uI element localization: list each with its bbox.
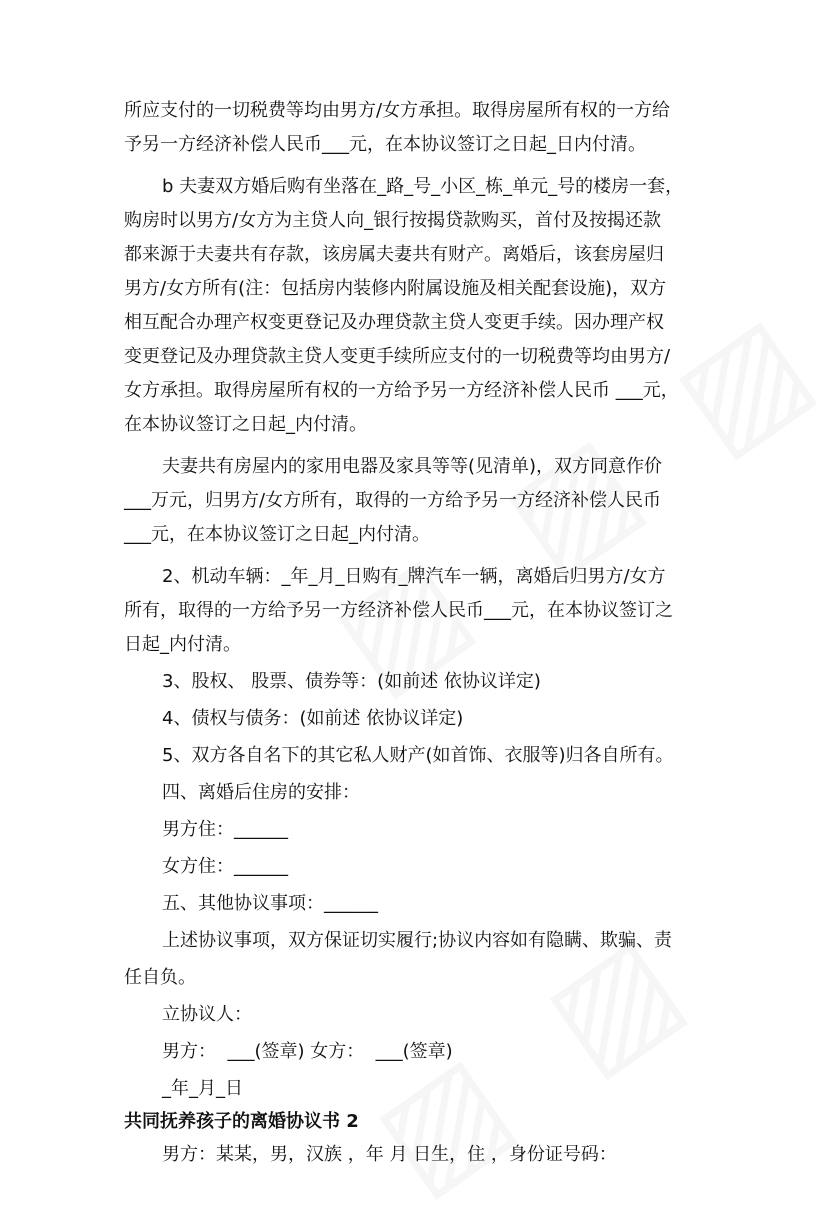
paragraph-line: 在本协议签订之日起_内付清。 bbox=[124, 414, 367, 435]
paragraph-line: 相互配合办理产权变更登记及办理贷款主贷人变更手续。因办理产权 bbox=[124, 312, 664, 333]
paragraph-line: 变更登记及办理贷款主贷人变更手续所应支付的一切税费等均由男方/ bbox=[124, 346, 671, 367]
paragraph-line: 都来源于夫妻共有存款，该房属夫妻共有财产。离婚后，该套房屋归 bbox=[124, 244, 664, 265]
paragraph-line: ___万元，归男方/女方所有，取得的一方给予另一方经济补偿人民币 bbox=[124, 490, 662, 511]
paragraph-line: 所有，取得的一方给予另一方经济补偿人民币___元，在本协议签订之 bbox=[124, 600, 673, 621]
list-item: 4、债权与债务：(如前述 依协议详定) bbox=[162, 708, 464, 729]
paragraph-line: 女方承担。取得房屋所有权的一方给予另一方经济补偿人民币 ___元， bbox=[124, 380, 679, 401]
paragraph-line: b 夫妻双方婚后购有坐落在_路_号_小区_栋_单元_号的楼房一套， bbox=[162, 176, 684, 197]
date-line: _年_月_日 bbox=[162, 1078, 243, 1099]
form-line: 男方住：______ bbox=[162, 819, 288, 840]
document-title: 共同抚养孩子的离婚协议书 2 bbox=[124, 1111, 359, 1132]
list-item: 3、股权、 股票、债券等：(如前述 依协议详定) bbox=[162, 671, 541, 692]
section-heading: 五、其他协议事项：______ bbox=[162, 893, 378, 914]
form-line: 女方住：______ bbox=[162, 856, 288, 877]
signature-line: 男方： ___(签章) 女方： ___(签章) bbox=[162, 1041, 453, 1062]
section-heading: 四、离婚后住房的安排： bbox=[162, 782, 360, 803]
paragraph-line: 购房时以男方/女方为主贷人向_银行按揭贷款购买，首付及按揭还款 bbox=[124, 210, 662, 231]
paragraph-line: ___元，在本协议签订之日起_内付清。 bbox=[124, 524, 430, 545]
paragraph-line: 上述协议事项，双方保证切实履行;协议内容如有隐瞒、欺骗、责 bbox=[162, 930, 673, 951]
paragraph-line: 2、机动车辆：_年_月_日购有_牌汽车一辆，离婚后归男方/女方 bbox=[162, 566, 666, 587]
list-item: 5、双方各自名下的其它私人财产(如首饰、衣服等)归各自所有。 bbox=[162, 745, 674, 766]
paragraph-line: 予另一方经济补偿人民币___元，在本协议签订之日起_日内付清。 bbox=[124, 134, 646, 155]
paragraph-line: 男方/女方所有(注：包括房内装修内附属设施及相关配套设施)，双方 bbox=[124, 278, 667, 299]
paragraph-line: 所应支付的一切税费等均由男方/女方承担。取得房屋所有权的一方给 bbox=[124, 100, 671, 121]
paragraph-line: 日起_内付清。 bbox=[124, 634, 241, 655]
paragraph-line: 男方：某某，男，汉族 ，年 月 日生，住 ，身份证号码： bbox=[162, 1144, 617, 1165]
signature-label: 立协议人： bbox=[162, 1004, 252, 1025]
paragraph-line: 任自负。 bbox=[124, 967, 196, 988]
paragraph-line: 夫妻共有房屋内的家用电器及家具等等(见清单)，双方同意作价 bbox=[162, 456, 663, 477]
